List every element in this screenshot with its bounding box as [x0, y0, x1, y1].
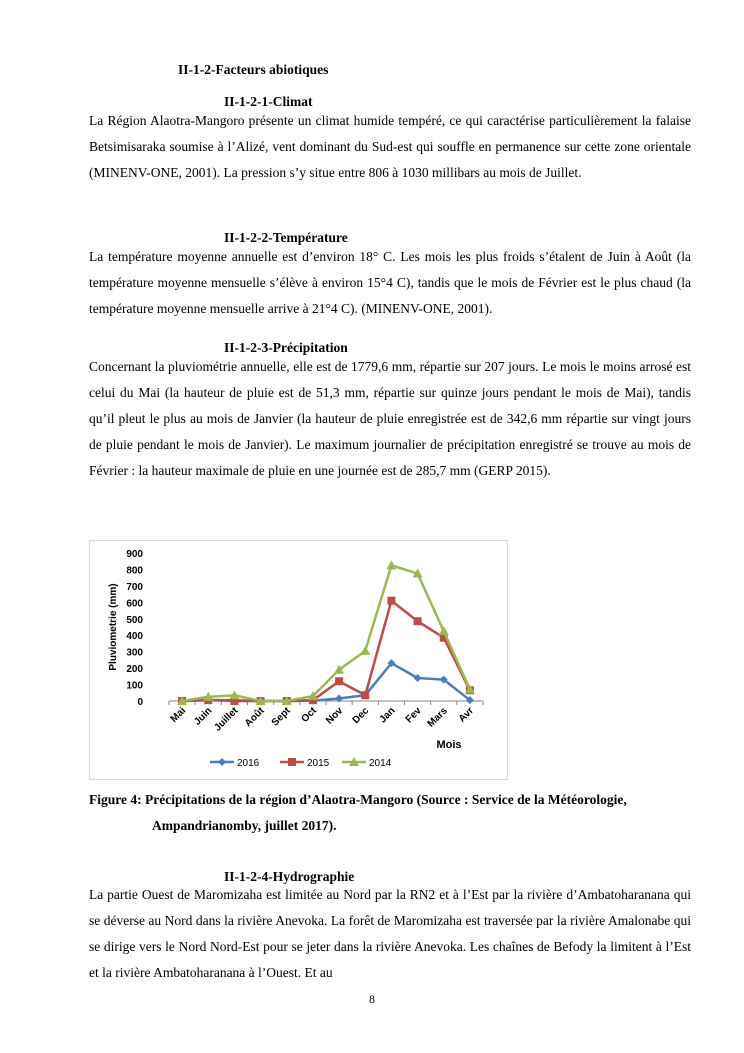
y-tick-label: 300	[126, 647, 143, 659]
paragraph-climat: La Région Alaotra-Mangoro présente un climat humide tempéré, ce qui caractérise particulièrement la falaise Betsimisaraka soumise à l’Alizé, vent dominant du Sud-est qui souffle en permanence sur cette zone orientale (MINENV-ONE, 2001). La pression s’y situe entre 806 à 1030 millibars au mois de Juillet.	[89, 113, 691, 180]
x-axis-title: Mois	[436, 739, 462, 751]
data-point-2015	[335, 677, 343, 685]
y-tick-label: 0	[137, 697, 143, 708]
y-tick-label: 100	[126, 680, 143, 692]
heading-hydrographie: II-1-2-4-Hydrographie	[224, 869, 355, 884]
y-tick-label: 800	[126, 565, 143, 577]
page-number: 8	[369, 992, 375, 1006]
paragraph-hydrographie: La partie Ouest de Maromizaha est limitée au Nord par la RN2 et à l’Est par la rivière d’Ambatoharanana qui se déverse au Nord dans la rivière Anevoka. La forêt de Maromizaha est traversée par la rivière Amalonabe qui se dirige vers le Nord Nord-Est pour se jeter dans la rivière Anevoka. Les chaînes de Befody la limitent à l’Est et la rivière Ambatoharanana à l’Ouest. Et au	[89, 887, 691, 980]
paragraph-temperature: La température moyenne annuelle est d’environ 18° C. Les mois les plus froids s’étalent de Juin à Août (la température moyenne mensuelle s’élève à environ 15°4 C), tandis que le mois de Février est le plus chaud (la température moyenne mensuelle arrive à 21°4 C). (MINENV-ONE, 2001).	[89, 249, 691, 316]
x-tick-label: Mars	[425, 705, 450, 730]
x-tick-label: Sept	[269, 705, 293, 729]
legend-marker-2016	[218, 758, 226, 766]
data-point-2014	[360, 646, 370, 655]
series-line-2015	[182, 601, 470, 701]
y-tick-label: 200	[126, 664, 143, 676]
legend-marker-2015	[288, 758, 296, 766]
heading-temperature: II-1-2-2-Température	[224, 230, 348, 245]
x-tick-label: Jan	[377, 705, 398, 726]
y-tick-label: 700	[126, 581, 143, 593]
data-point-2015	[361, 691, 369, 699]
heading-facteurs-abiotiques: II-1-2-Facteurs abiotiques	[178, 62, 329, 77]
x-tick-label: Juillet	[212, 705, 241, 734]
x-tick-label: Août	[242, 705, 267, 730]
data-point-2014	[439, 626, 449, 635]
legend-label-2016: 2016	[237, 758, 260, 769]
x-tick-label: Mai	[168, 705, 189, 725]
figure-caption-line2: Ampandrianomby, juillet 2017).	[152, 818, 337, 833]
data-point-2014	[386, 560, 396, 569]
x-tick-label: Oct	[299, 705, 320, 725]
series-line-2014	[182, 565, 470, 701]
x-tick-label: Juin	[192, 705, 215, 728]
y-axis-title: Pluviometrie (mm)	[108, 583, 119, 671]
y-tick-label: 500	[126, 614, 143, 626]
x-tick-label: Dec	[350, 705, 372, 727]
x-tick-label: Fev	[403, 705, 424, 726]
x-tick-label: Nov	[324, 705, 346, 727]
chart-canvas	[90, 541, 509, 781]
figure-caption-line1: Figure 4: Précipitations de la région d’Alaotra-Mangoro (Source : Service de la Météorologie,	[89, 792, 627, 807]
y-tick-label: 400	[126, 631, 143, 643]
y-tick-label: 600	[126, 598, 143, 610]
data-point-2015	[387, 597, 395, 605]
heading-precipitation: II-1-2-3-Précipitation	[224, 340, 348, 355]
paragraph-precipitation: Concernant la pluviométrie annuelle, elle est de 1779,6 mm, répartie sur 207 jours. Le mois le moins arrosé est celui du Mai (la hauteur de pluie est de 51,3 mm, répartie sur quinze jours pendant le mois de Mai), tandis qu’il pleut le plus au mois de Janvier (la hauteur de pluie enregistrée est de 342,6 mm répartie sur vingt jours de pluie pendant le mois de Janvier). Le maximum journalier de précipitation enregistré se trouve au mois de Février : la hauteur maximale de pluie en une journée est de 285,7 mm (GERP 2015).	[89, 359, 691, 478]
heading-climat: II-1-2-1-Climat	[224, 94, 313, 109]
legend-label-2014: 2014	[369, 758, 392, 769]
legend-label-2015: 2015	[307, 758, 330, 769]
y-tick-label: 900	[126, 549, 143, 560]
precipitation-chart	[89, 540, 508, 780]
data-point-2015	[414, 617, 422, 625]
x-tick-label: Avr	[456, 705, 477, 725]
